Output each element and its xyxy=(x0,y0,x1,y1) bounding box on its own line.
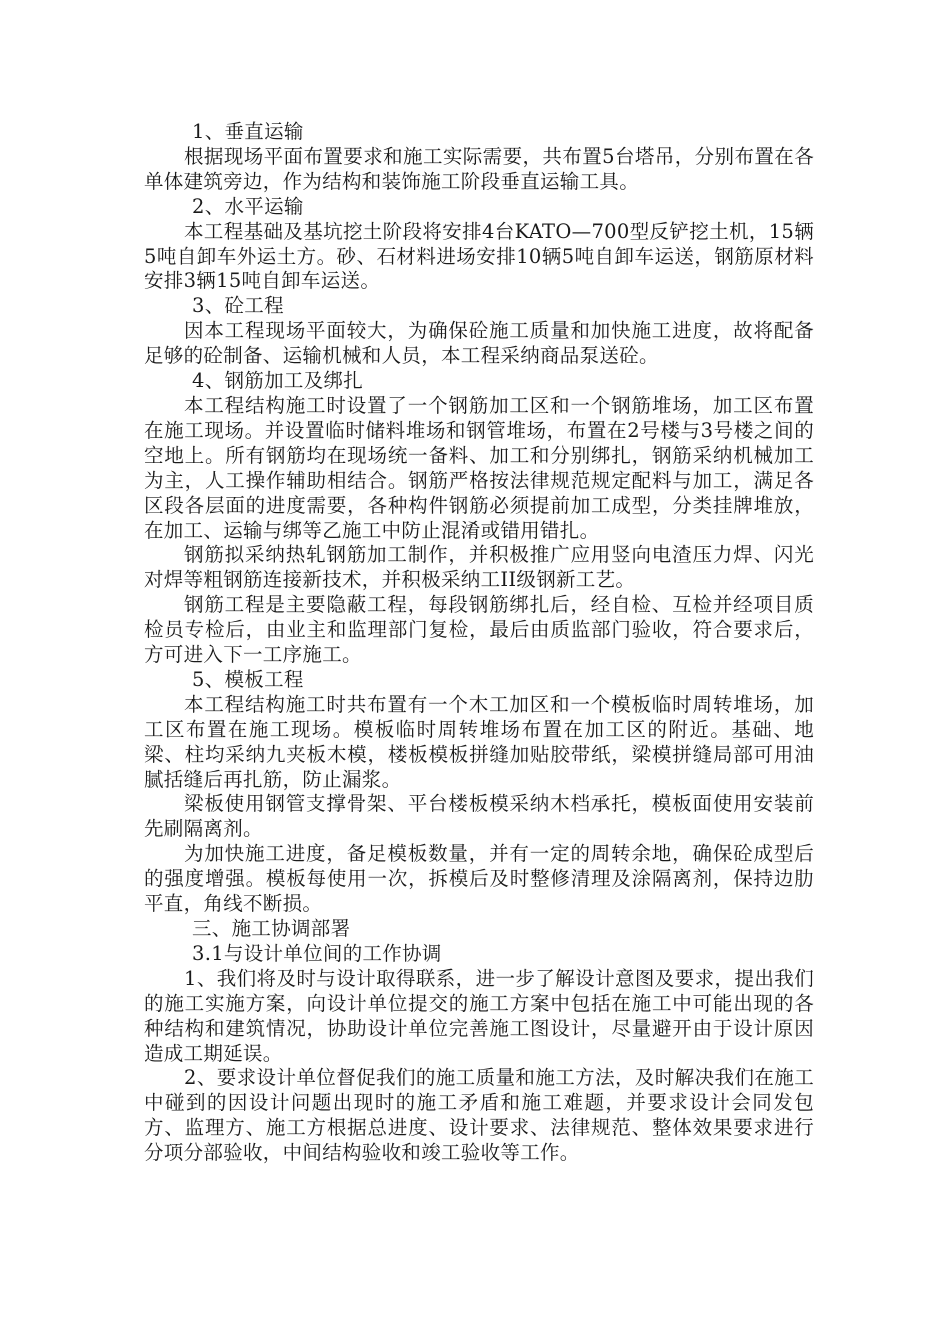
section-heading: 1、垂直运输 xyxy=(192,120,304,143)
paragraph: 为加快施工进度，备足模板数量，并有一定的周转余地，确保砼成型后的强度增强。模板每使用一次，拆模后及时整修清理及涂隔离剂，保持边肋平直，角线不断损。 xyxy=(144,842,814,916)
paragraph: 本工程结构施工时共布置有一个木工加区和一个模板临时周转堆场，加工区布置在施工现场。模板临时周转堆场布置在加工区的附近。基础、地梁、柱均采纳九夹板木模，楼板模板拼缝加贴胶带纸，梁模拼缝局部可用油腻括缝后再扎筋，防止漏浆。 xyxy=(144,692,814,791)
section-heading: 2、水平运输 xyxy=(192,194,304,218)
paragraph: 钢筋工程是主要隐蔽工程，每段钢筋绑扎后，经自检、互检并经项目质检员专检后，由业主和监理部门复检，最后由质监部门验收，符合要求后，方可进入下一工序施工。 xyxy=(144,593,814,667)
section-heading: 4、钢筋加工及绑扎 xyxy=(192,369,364,393)
paragraph: 因本工程现场平面较大，为确保砼施工质量和加快施工进度，故将配备足够的砼制备、运输机械和人员，本工程采纳商品泵送砼。 xyxy=(144,319,814,368)
section-heading: 3、砼工程 xyxy=(192,294,284,318)
paragraph: 本工程基础及基坑挖土阶段将安排4台KATO—700型反铲挖土机，15辆5吨自卸车外运土方。砂、石材料进场安排10辆5吨自卸车运送，钢筋原材料安排3辆15吨自卸车运送。 xyxy=(144,219,814,293)
section-heading: 3.1与设计单位间的工作协调 xyxy=(192,941,442,965)
paragraph: 根据现场平面布置要求和施工实际需要，共布置5台塔吊，分别布置在各单体建筑旁边，作为结构和装饰施工阶段垂直运输工具。 xyxy=(144,144,814,193)
section-heading: 三、施工协调部署 xyxy=(192,917,351,940)
paragraph: 本工程结构施工时设置了一个钢筋加工区和一个钢筋堆场，加工区布置在施工现场。并设置临时储料堆场和钢管堆场，布置在2号楼与3号楼之间的空地上。所有钢筋均在现场统一备料、加工和分别绑扎，钢筋采纳机械加工为主，人工操作辅助相结合。钢筋严格按法律规范规定配料与加工，满足各区段各层面的进度需要，各种构件钢筋必须提前加工成型，分类挂牌堆放，在加工、运输与绑等乙施工中防止混淆或错用错扎。 xyxy=(144,393,814,542)
paragraph: 梁板使用钢管支撑骨架、平台楼板模采纳木档承托，模板面使用安装前先刷隔离剂。 xyxy=(144,792,814,841)
section-heading: 5、模板工程 xyxy=(192,667,304,691)
paragraph: 钢筋拟采纳热轧钢筋加工制作，并积极推广应用竖向电渣压力焊、闪光对焊等粗钢筋连接新技术，并积极采纳工II级钢新工艺。 xyxy=(144,543,814,592)
paragraph: 2、要求设计单位督促我们的施工质量和施工方法，及时解决我们在施工中碰到的因设计问题出现时的施工矛盾和施工难题，并要求设计会同发包方、监理方、施工方根据总进度、设计要求、法律规范、整体效果要求进行分项分部验收，中间结构验收和竣工验收等工作。 xyxy=(144,1066,814,1165)
document-body xyxy=(144,120,814,1166)
paragraph: 1、我们将及时与设计取得联系，进一步了解设计意图及要求，提出我们的施工实施方案，向设计单位提交的施工方案中包括在施工中可能出现的各种结构和建筑情况，协助设计单位完善施工图设计，尽量避开由于设计原因造成工期延误。 xyxy=(144,966,814,1065)
